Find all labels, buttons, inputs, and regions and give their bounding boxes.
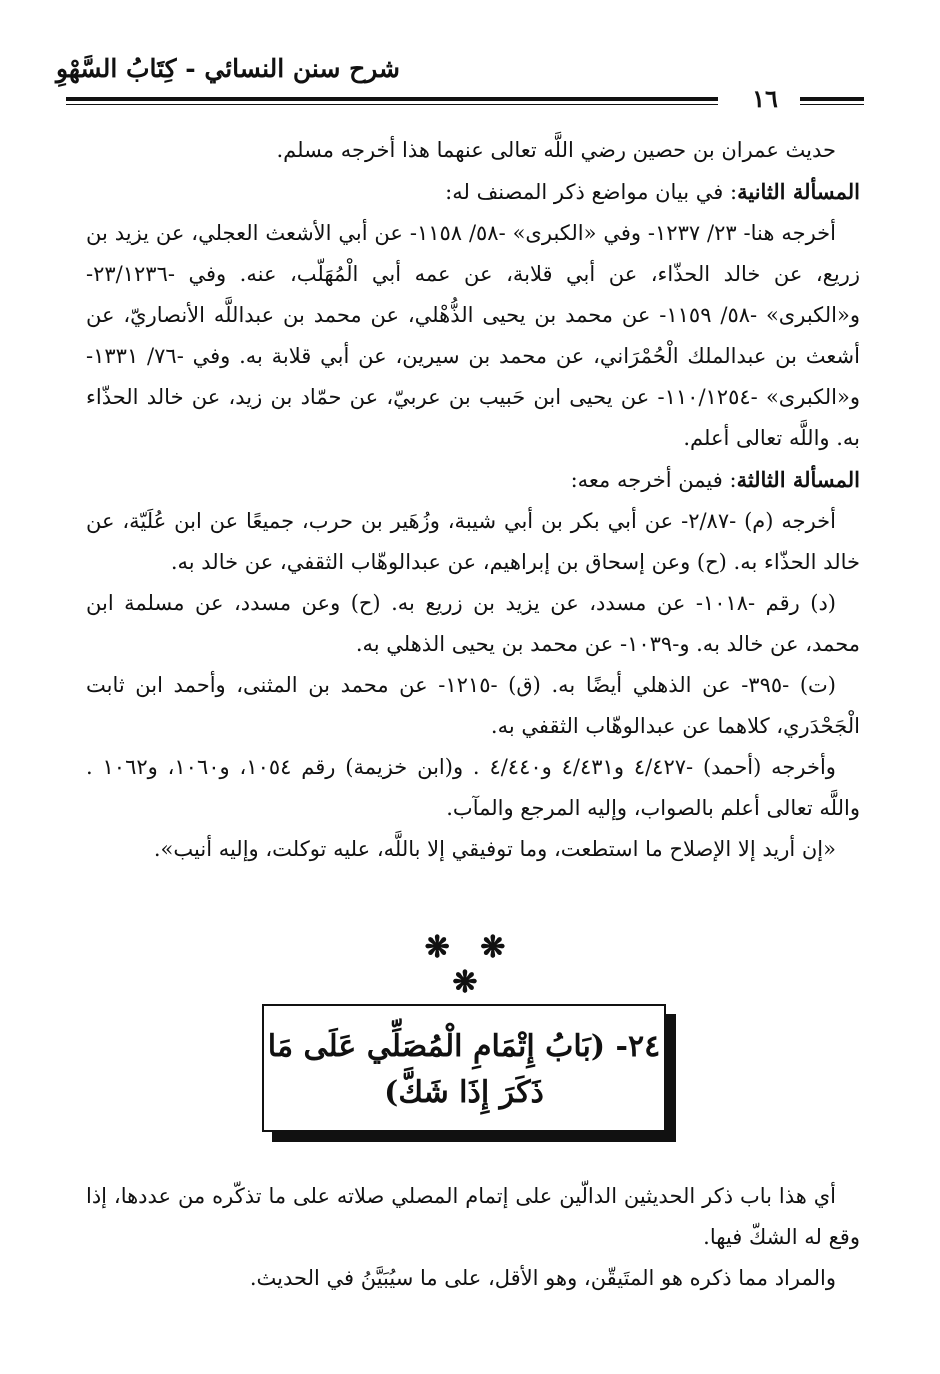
section-heading-q3 <box>86 459 860 501</box>
chapter-title-line-2: ذَكَرَ إِذَا شَكَّ) <box>384 1075 544 1110</box>
paragraph-text: (د) رقم -١٠١٨- عن مسدد، عن يزيد بن زريع به. (ح) وعن مسدد، عن مسلمة ابن محمد، عن خالد به. و-١٠٣٩- عن محمد بن يحيى الذهلي به. <box>86 591 860 656</box>
section-heading-q2 <box>86 171 860 213</box>
header-rule <box>66 97 718 105</box>
chapter-title-line-1: ٢٤- (بَابُ إِتْمَامِ الْمُصَلِّي عَلَى مَا <box>267 1029 661 1064</box>
paragraph-text: والمراد مما ذكره هو المتَيقّن، وهو الأقل، على ما سيُبَيَّنُ في الحديث. <box>249 1266 836 1290</box>
paragraph-text: أخرجه (م) -٢/٨٧- عن أبي بكر بن أبي شيبة، وزُهَير بن حرب، جميعًا عن ابن عُلَيّة، عن خالد الحذّاء به. (ح) وعن إسحاق بن إبراهيم، عن عبدالوهّاب الثقفي، عن خالد به. <box>86 509 860 574</box>
paragraph-text: حديث عمران بن حصين رضي اللَّه تعالى عنهما هذا أخرجه مسلم. <box>276 138 836 162</box>
paragraph <box>86 747 860 829</box>
paragraph-text: أي هذا باب ذكر الحديثين الدالّين على إتمام المصلي صلاته على ما تذكّره من عددها، إذا وقع له الشكّ فيها. <box>86 1184 860 1249</box>
paragraph-text: وأخرجه (أحمد) -٤/٤٢٧ و٤/٤٣١ و٤/٤٤٠ . و(ابن خزيمة) رقم ١٠٥٤، و١٠٦٠، و١٠٦٢ . واللَّه تعالى أعلم بالصواب، وإليه المرجع والمآب. <box>86 755 860 820</box>
chapter-heading-box <box>262 1004 666 1132</box>
commentary-text <box>86 1176 860 1299</box>
question-text: : فيمن أخرجه معه: <box>570 468 737 492</box>
paragraph <box>86 1258 860 1299</box>
page-number: ١٦ <box>752 84 778 113</box>
paragraph <box>86 130 860 171</box>
paragraph <box>86 1176 860 1258</box>
chapter-title <box>264 1024 664 1116</box>
question-text: : في بيان مواضع ذكر المصنف له: <box>445 180 738 204</box>
paragraph <box>86 501 860 583</box>
paragraph-text: أخرجه هنا- ٢٣/ ١٢٣٧- وفي «الكبرى» -٥٨/ ١١٥٨- عن أبي الأشعث العجلي، عن يزيد بن زريع، عن خالد الحذّاء، عن أبي قلابة، عن عمه أبي الْمُهَلّب، عنه. وفي -٢٣/١٢٣٦- و«الكبرى» -٥٨/ ١١٥٩- عن محمد بن يحيى الذُّهْلي، عن محمد بن عبداللَّه الأنصاريّ، عن أشعث بن عبدالملك الْحُمْرَاني، عن محمد بن سيرين، عن أبي قلابة به. وفي -٧٦/ ١٣٣١- و«الكبرى» -١١٠/١٢٥٤- عن يحيى ابن حَبيب بن عربيّ، عن حمّاد بن زيد، عن خالد الحذّاء به. واللَّه تعالى أعلم. <box>86 221 860 450</box>
paragraph-text: «إن أريد إلا الإصلاح ما استطعت، وما توفيقي إلا باللَّه، عليه توكلت، وإليه أنيب». <box>153 837 836 861</box>
paragraph <box>86 665 860 747</box>
paragraph <box>86 213 860 459</box>
question-label: المسألة الثالثة <box>736 467 860 492</box>
question-label: المسألة الثانية <box>737 179 860 204</box>
section-divider-stars: ❋ ❋ ❋ <box>424 930 516 1000</box>
paragraph-text: (ت) -٣٩٥- عن الذهلي أيضًا به. (ق) -١٢١٥- عن محمد بن المثنى، وأحمد ابن ثابت الْجَحْدَري، كلاهما عن عبدالوهّاب الثقفي به. <box>86 673 860 738</box>
running-head: شرح سنن النسائي - كِتَابُ السَّهْوِ <box>55 54 400 83</box>
page-number-rule <box>800 97 864 105</box>
main-text <box>86 130 860 870</box>
paragraph <box>86 583 860 665</box>
quote-paragraph <box>86 829 860 870</box>
